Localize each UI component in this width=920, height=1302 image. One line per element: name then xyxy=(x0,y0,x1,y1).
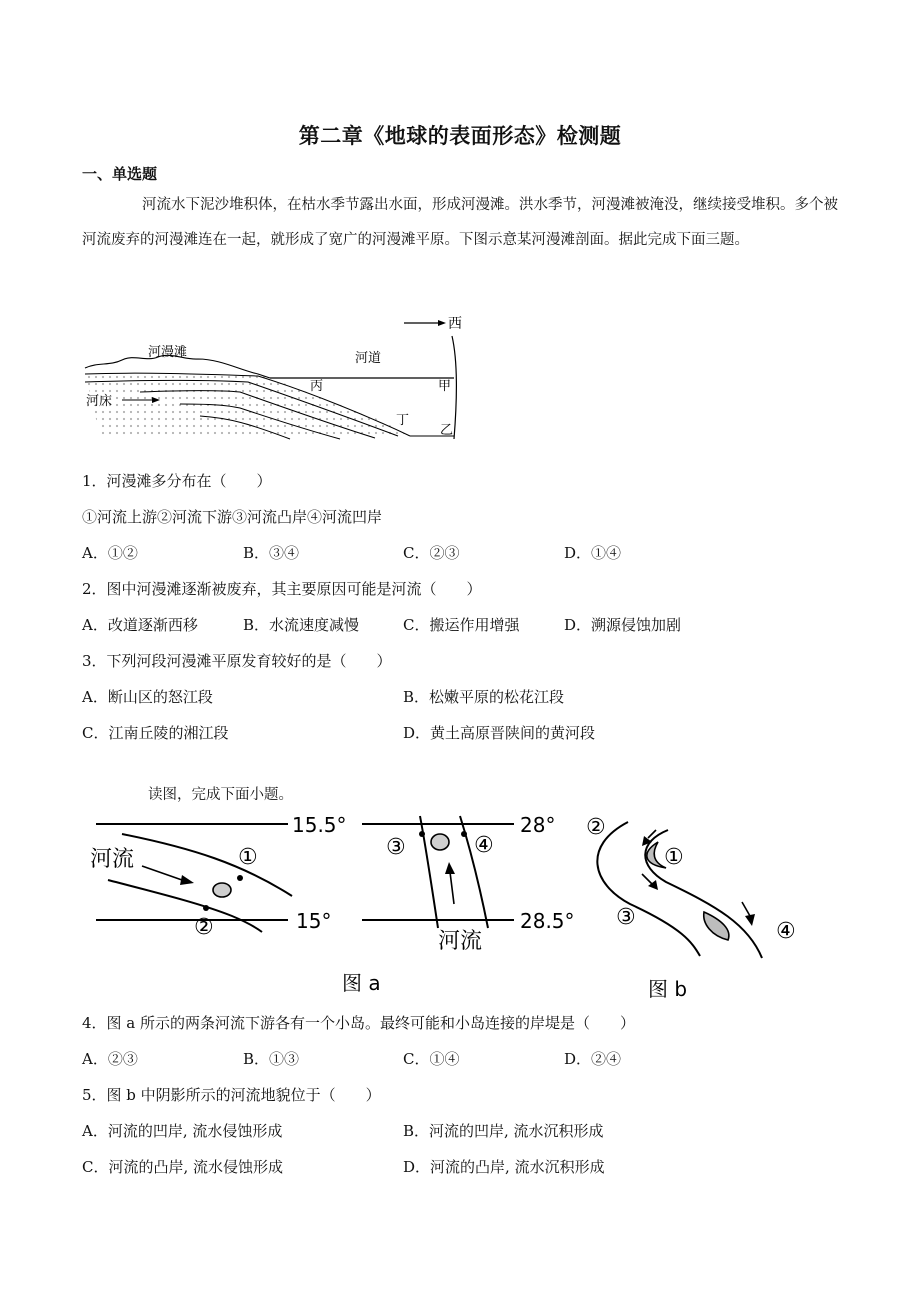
q3-option-c[interactable]: C．江南丘陵的湘江段 xyxy=(82,724,229,742)
q4-option-b[interactable]: B．①③ xyxy=(243,1050,300,1068)
q3-option-d[interactable]: D．黄土高原晋陕间的黄河段 xyxy=(403,724,596,742)
q5-option-c[interactable]: C．河流的凸岸, 流水侵蚀形成 xyxy=(82,1158,284,1176)
meander-inner-bank xyxy=(645,830,762,958)
figure-a-caption: 图 a xyxy=(342,971,381,995)
lat-label-285: 28.5° xyxy=(520,909,575,933)
bank-point-1 xyxy=(237,875,243,881)
q2-stem: 2．图中河漫滩逐渐被废弃，其主要原因可能是河流（ ） xyxy=(82,580,482,598)
q4-option-c[interactable]: C．①④ xyxy=(403,1050,460,1068)
q2-option-a[interactable]: A．改道逐渐西移 xyxy=(82,616,198,634)
circle-label-1: ① xyxy=(238,845,258,870)
q3-stem: 3．下列河段河漫滩平原发育较好的是（ ） xyxy=(82,652,392,670)
q4-option-a[interactable]: A．②③ xyxy=(82,1050,138,1068)
river-island-figure xyxy=(82,808,812,1004)
point-bar-lower xyxy=(704,912,729,940)
west-arrowhead xyxy=(438,320,446,326)
island-a-right xyxy=(431,834,449,850)
figure-a-right-panel xyxy=(362,813,575,954)
river-label-a-left: 河流 xyxy=(90,847,135,872)
b-circle-label-2: ② xyxy=(586,815,606,840)
figure-b-caption: 图 b xyxy=(648,977,688,1001)
q2-option-d[interactable]: D．溯源侵蚀加剧 xyxy=(564,616,682,634)
circle-label-4: ④ xyxy=(474,833,494,858)
page-title: 第二章《地球的表面形态》检测题 xyxy=(298,124,622,148)
q3-option-a[interactable]: A．断山区的怒江段 xyxy=(82,688,213,706)
yi-label: 乙 xyxy=(440,423,454,438)
flow-arrow-a-right xyxy=(450,872,454,904)
q1-items: ①河流上游②河流下游③河流凸岸④河流凹岸 xyxy=(82,508,383,526)
b-circle-label-1: ① xyxy=(664,845,684,870)
floodplain-profile-figure xyxy=(80,312,470,442)
b-circle-label-3: ③ xyxy=(616,905,636,930)
bank-point-2 xyxy=(203,905,209,911)
q1-option-c[interactable]: C．②③ xyxy=(403,544,460,562)
intro-paragraph: 河流水下泥沙堆积体，在枯水季节露出水面，形成河漫滩。洪水季节，河漫滩被淹没，继续接受堆积。多个被河流废弃的河漫滩连在一起，就形成了宽广的河漫滩平原。下图示意某河漫滩剖面。据此完成下面三题。 xyxy=(82,197,838,248)
flow-arrow-a-left xyxy=(142,866,182,880)
q5-option-b[interactable]: B．河流的凹岸, 流水沉积形成 xyxy=(403,1122,604,1140)
ding-label: 丁 xyxy=(396,413,410,428)
q5-stem: 5．图 b 中阴影所示的河流地貌位于（ ） xyxy=(82,1086,381,1104)
flow-arrowhead-b-1 xyxy=(642,836,652,846)
channel-label: 河道 xyxy=(355,351,382,366)
circle-label-2: ② xyxy=(194,915,214,940)
q3-option-b[interactable]: B．松嫩平原的松花江段 xyxy=(403,688,565,706)
q5-option-a[interactable]: A．河流的凹岸, 流水侵蚀形成 xyxy=(82,1122,283,1140)
circle-label-3: ③ xyxy=(386,835,406,860)
lat-label-28: 28° xyxy=(520,813,556,837)
river-a-left-upper-bank xyxy=(122,834,292,896)
flow-arrowhead-a-right xyxy=(445,862,455,874)
q2-option-c[interactable]: C．搬运作用增强 xyxy=(403,616,520,634)
lat-label-15: 15° xyxy=(296,909,332,933)
flow-arrowhead-b-3 xyxy=(745,914,755,926)
river-label-a-right: 河流 xyxy=(438,929,483,954)
figure-b-panel xyxy=(586,815,796,958)
bing-label: 丙 xyxy=(310,379,324,394)
lat-label-155: 15.5° xyxy=(292,813,347,837)
figure-a-left-panel xyxy=(90,813,347,940)
b-circle-label-4: ④ xyxy=(776,919,796,944)
flow-arrow-b-3 xyxy=(742,902,750,916)
flow-arrow-b-2 xyxy=(642,874,652,884)
q4-option-d[interactable]: D．②④ xyxy=(564,1050,622,1068)
riverbed-label: 河床 xyxy=(86,394,113,409)
q1-option-a[interactable]: A．①② xyxy=(82,544,138,562)
q1-stem: 1．河漫滩多分布在（ ） xyxy=(82,472,272,490)
q5-option-d[interactable]: D．河流的凸岸, 流水沉积形成 xyxy=(403,1158,605,1176)
q1-option-d[interactable]: D．①④ xyxy=(564,544,622,562)
read-instruction: 读图，完成下面小题。 xyxy=(148,787,293,803)
jia-label: 甲 xyxy=(438,379,452,394)
bank-point-4 xyxy=(461,831,467,837)
island-a-left xyxy=(213,883,231,897)
section-heading: 一、单选题 xyxy=(82,165,158,183)
q4-stem: 4．图 a 所示的两条河流下游各有一个小岛。最终可能和小岛连接的岸堤是（ ） xyxy=(82,1014,636,1032)
river-a-left-lower-bank xyxy=(108,880,262,932)
flow-arrowhead-a-left xyxy=(180,875,194,885)
west-label: 西 xyxy=(448,316,462,332)
q1-option-b[interactable]: B．③④ xyxy=(243,544,300,562)
floodplain-label: 河漫滩 xyxy=(148,345,188,360)
bank-point-3 xyxy=(419,831,425,837)
q2-option-b[interactable]: B．水流速度减慢 xyxy=(243,616,360,634)
